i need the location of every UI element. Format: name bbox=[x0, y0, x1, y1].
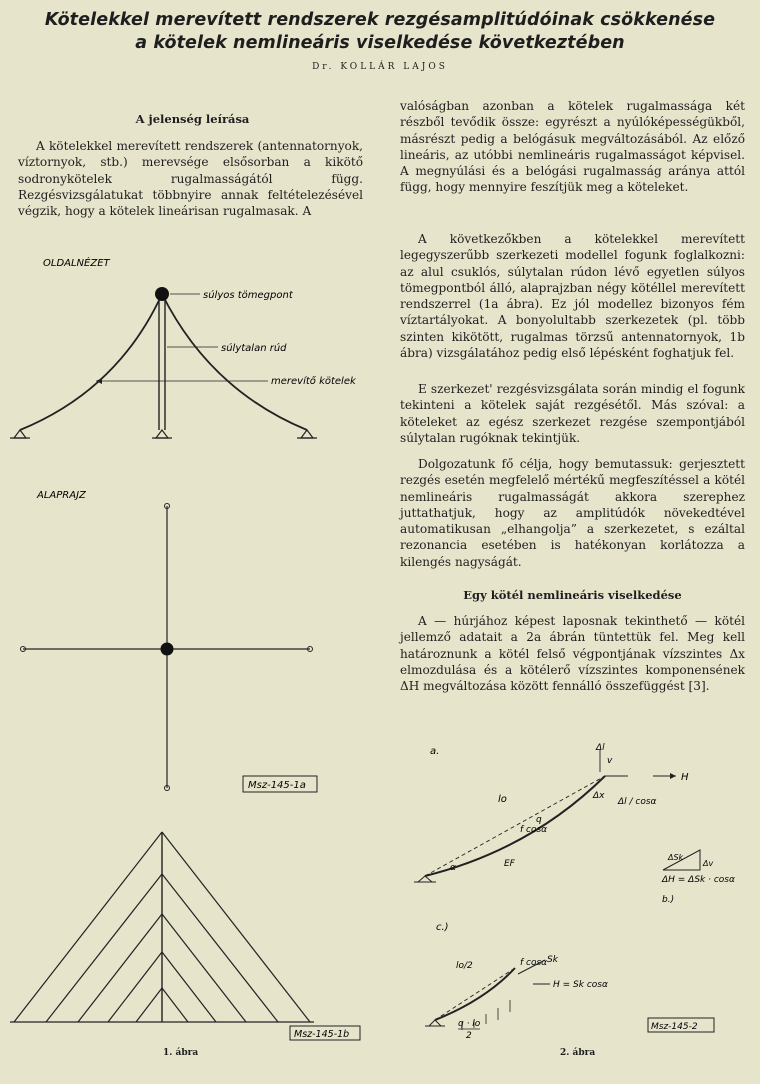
right-paragraph-4: Dolgozatunk fő célja, hogy bemutassuk: gerjesztett rezgés esetén megfelelő mértékű megfeszítéssel a kötél nemlineáris rugalmasságát akkora szerephez juttathatjuk, hogy az amplitúdók növekedtével automatikusan „elhangolja” a szerkezetet, s ezáltal rezonancia esetében is hatékonyan korlátozza a kilengés nagyságát. bbox=[400, 457, 745, 569]
figure-1b-mast bbox=[0, 826, 390, 1048]
figure-1-caption: 1. ábra bbox=[163, 1048, 199, 1058]
figure-2-caption: 2. ábra bbox=[560, 1048, 596, 1058]
cable-left bbox=[20, 294, 162, 430]
plan-mass-point bbox=[161, 643, 174, 656]
figure-1a-code: Msz-145-1a bbox=[248, 780, 306, 791]
sym-v: v bbox=[607, 756, 613, 766]
side-view-label: OLDALNÉZET bbox=[43, 258, 110, 269]
figure-1b-code: Msz-145-1b bbox=[294, 1029, 350, 1040]
figure-1a-side-view bbox=[0, 240, 390, 450]
sym-dv: Δv bbox=[703, 859, 714, 868]
sym-H-sk: H = Sk cosα bbox=[553, 980, 608, 990]
mass-point bbox=[155, 287, 169, 301]
sym-q-lo2-num: q · lo bbox=[458, 1019, 481, 1029]
sym-dsk: ΔSk bbox=[668, 853, 684, 862]
support-left bbox=[14, 430, 26, 438]
sym-dl: Δl bbox=[596, 743, 605, 753]
support-right bbox=[301, 430, 313, 438]
figure-2c-label: c.) bbox=[436, 922, 449, 933]
sym-lo2: lo/2 bbox=[456, 961, 473, 971]
article-title-line1: Kötelekkel merevített rendszerek rezgésamplitúdóinak csökkenése bbox=[44, 10, 716, 30]
left-paragraph-1: A kötelekkel merevített rendszerek (antennatornyok, víztornyok, stb.) merevsége elsősorban a kikötő sodronykötelek rugalmasságától függ. Rezgésvizsgálatukat többnyire annak feltételezésével végzik, hogy a kötelek lineárisan rugalmasak. A bbox=[18, 139, 363, 219]
section-heading-phenomenon: A jelenség leírása bbox=[135, 112, 250, 126]
article-title-line2: a kötelek nemlineáris viselkedése következtében bbox=[135, 33, 625, 53]
author: Dr. KOLLÁR LAJOS bbox=[312, 62, 448, 72]
figure-1a-plan-view bbox=[0, 482, 390, 812]
sym-lo: lo bbox=[498, 794, 507, 805]
sym-dx: Δx bbox=[593, 791, 605, 801]
sym-H: H bbox=[681, 772, 689, 783]
right-paragraph-5: A — húrjához képest laposnak tekinthető — kötél jellemző adatait a 2a ábrán tüntettük fel. Meg kell határoznunk a kötél felső végpontjának vízszintes Δx elmozdulása és a kötélerő vízszintes komponensének ΔH megváltozása között fennálló összefüggést [3]. bbox=[400, 614, 745, 694]
right-paragraph-2: A következőkben a kötelekkel merevített legegyszerűbb szerkezeti modellel fogunk foglalkozni: az alul csuklós, súlytalan rúdon lévő egyetlen súlyos tömegpontból álló, alaprajzban négy kötéllel merevített rendszerrel (1a ábra). Ez jól modellez bizonyos fém víztartályokat. A bonyolultabb szerkezetek (pl. több szinten kikötött, rugalmas törzsű antennatornyok, 1b ábra) vizsgálatához pedig első lépésként foghatjuk fel. bbox=[400, 232, 745, 361]
sym-EF: EF bbox=[504, 859, 515, 869]
right-paragraph-3: E szerkezet' rezgésvizsgálata során mindig el fogunk tekinteni a kötelek saját rezgésétől. Más szóval: a köteleket az egész szerkezet rezgése szempontjából súlytalan rugóknak tekintjük. bbox=[400, 382, 745, 445]
sym-q-lo2-den: 2 bbox=[466, 1031, 472, 1040]
annotation-mass: súlyos tömegpont bbox=[203, 290, 293, 301]
cable-right bbox=[162, 294, 307, 430]
sym-q: q bbox=[536, 815, 542, 825]
sym-alpha: α bbox=[450, 863, 456, 873]
annotation-rod: súlytalan rúd bbox=[221, 343, 287, 354]
right-paragraph-1: valóságban azonban a kötelek rugalmassága két részből tevődik össze: egyrészt a nyúlóképességükből, másrészt pedig a belógásuk megváltozásából. Az előző lineáris, az utóbbi nemlineáris rugalmasságot képvisel. A megnyúlási és a belógási rugalmasság aránya attól függ, hogy mennyire feszítjük meg a köteleket. bbox=[400, 99, 745, 195]
sym-f-cos-a: f cosα bbox=[520, 825, 548, 835]
support-center bbox=[156, 430, 168, 438]
sym-dl-cos: Δl / cosα bbox=[618, 797, 657, 807]
plan-view-label: ALAPRAJZ bbox=[37, 490, 86, 501]
sym-fcos: f cosα bbox=[520, 958, 548, 968]
figure-2a-label: a. bbox=[430, 746, 440, 757]
sym-sk: Sk bbox=[547, 955, 558, 965]
sym-dH: ΔH = ΔSk · cosα bbox=[662, 875, 735, 885]
section-heading-cable: Egy kötél nemlineáris viselkedése bbox=[463, 588, 682, 602]
figure-2-code: Msz-145-2 bbox=[651, 1022, 698, 1032]
figure-2 bbox=[400, 730, 750, 1040]
annotation-cable: merevítő kötelek bbox=[271, 376, 356, 387]
figure-2b-label: b.) bbox=[662, 895, 675, 905]
